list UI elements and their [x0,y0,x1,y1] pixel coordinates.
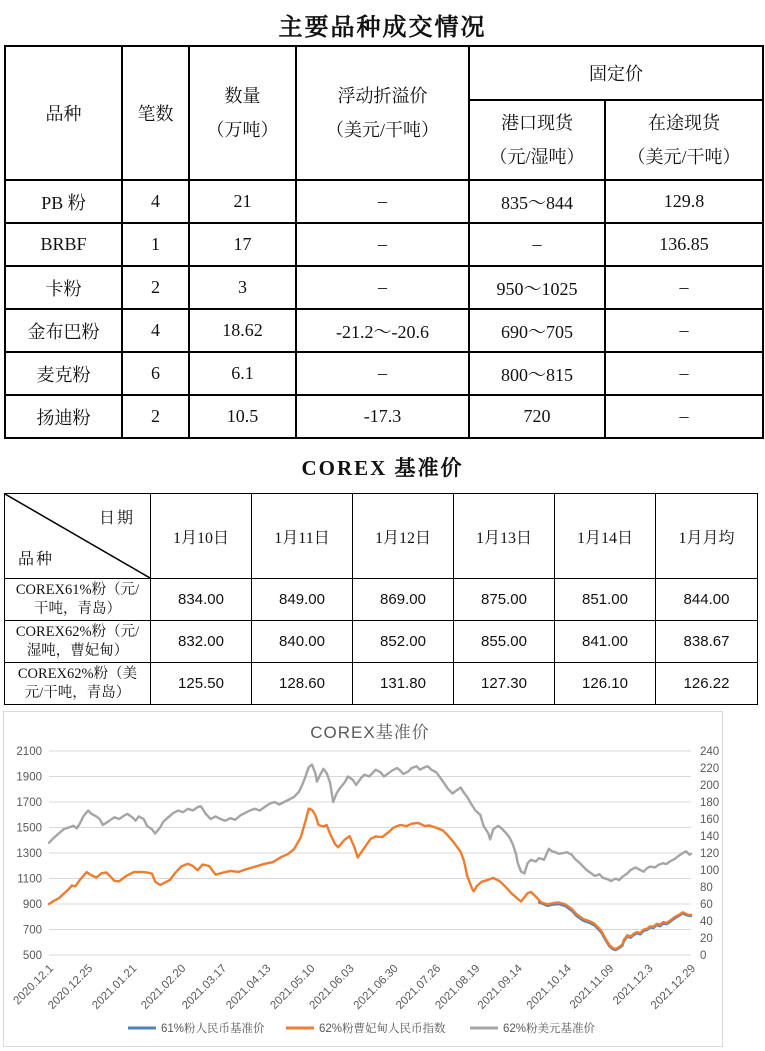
table-row [5,663,758,705]
row-label-line2: 干吨，青岛） [34,600,121,617]
price-cell: 841.00 [555,621,656,663]
header-transit-spot-line2: （美元/干吨） [627,147,741,167]
cell-transit-spot: 136.85 [605,223,763,266]
right-axis-tick-label: 0 [700,950,707,962]
table-row [5,223,763,266]
date-header: 1月10日 [151,494,252,579]
cell-variety: 麦克粉 [5,352,122,395]
left-axis-tick-label: 700 [22,924,42,937]
row-label-line2: 湿吨，曹妃甸） [26,642,129,659]
right-axis-tick-label: 220 [700,763,720,775]
date-header: 1月11日 [252,494,353,579]
x-axis-tick-label: 2021.08.19 [433,962,483,1012]
table-row [5,180,763,223]
right-axis-tick-label: 100 [700,865,720,877]
cell-quantity: 21 [189,180,296,223]
price-cell: 125.50 [151,663,252,705]
row-label [5,663,151,705]
right-axis-tick-label: 40 [700,916,713,928]
cell-quantity: 6.1 [189,352,296,395]
date-header: 1月13日 [454,494,555,579]
row-label [5,579,151,621]
price-cell: 131.80 [353,663,454,705]
price-cell: 849.00 [252,579,353,621]
x-axis-tick-label: 2021.10.14 [524,962,574,1012]
cell-port-spot: 950～1025 [469,266,605,309]
cell-count: 4 [122,180,189,223]
header-variety: 品种 [5,46,122,180]
header-fixed-price: 固定价 [469,46,763,100]
cell-float-premium: -21.2～-20.6 [296,309,469,352]
left-axis-tick-label: 1300 [16,848,42,860]
cell-transit-spot: 129.8 [605,180,763,223]
right-axis-tick-label: 60 [700,899,713,911]
table-row [5,579,758,621]
x-axis-tick-label: 2021.05.10 [268,962,318,1012]
header-quantity-line2: （万吨） [206,120,279,140]
row-label-line1: COREX62%粉（元/ [15,623,140,640]
cell-quantity: 18.62 [189,309,296,352]
cell-variety: 扬迪粉 [5,395,122,438]
x-axis-tick-label: 2021.12.3 [610,962,656,1008]
table-row [5,621,758,663]
report-page [0,7,765,1047]
price-cell: 128.60 [252,663,353,705]
series-line [539,903,691,950]
price-cell: 869.00 [353,579,454,621]
table-row [5,352,763,395]
corex-chart [3,711,723,1047]
header-quantity [189,46,296,180]
x-axis-tick-label: 2020.12.1 [11,962,57,1008]
x-axis-tick-label: 2021.03.17 [180,962,230,1012]
cell-quantity: 10.5 [189,395,296,438]
page-title: 主要品种成交情况 [278,15,487,41]
cell-port-spot: 800～815 [469,352,605,395]
row-label [5,621,151,663]
date-header: 1月12日 [353,494,454,579]
legend-label: 62%粉曹妃甸人民币指数 [319,1023,446,1035]
right-axis-tick-label: 120 [700,848,720,860]
price-cell: 852.00 [353,621,454,663]
cell-transit-spot: – [605,395,763,438]
cell-port-spot: 690～705 [469,309,605,352]
right-axis-tick-label: 140 [700,831,720,843]
cell-variety: PB 粉 [5,180,122,223]
price-cell: 875.00 [454,579,555,621]
x-axis-tick-label: 2021.01.21 [90,962,140,1012]
price-cell: 126.22 [656,663,758,705]
left-axis-tick-label: 1900 [16,771,42,784]
left-axis-tick-label: 1500 [16,822,42,835]
header-quantity-line1: 数量 [224,86,261,106]
corner-label-date: 日期 [98,510,135,527]
price-cell: 127.30 [454,663,555,705]
corex-chart-svg [4,712,722,1046]
header-float-premium-line2: （美元/干吨） [325,120,439,140]
x-axis-tick-label: 2021.11.09 [567,962,617,1012]
x-axis-tick-label: 2021.02.20 [139,962,189,1012]
header-transit-spot [605,100,763,180]
table-row [5,395,763,438]
cell-count: 4 [122,309,189,352]
x-axis-tick-label: 2021.12.29 [648,962,699,1012]
cell-quantity: 3 [189,266,296,309]
cell-port-spot: – [469,223,605,266]
date-header: 1月月均 [656,494,758,579]
right-axis-tick-label: 160 [700,814,720,826]
row-label-line2: 元/干吨，青岛） [24,684,131,701]
corex-table [4,493,758,705]
deals-table [4,45,764,439]
series-line [49,765,691,882]
header-float-premium-line1: 浮动折溢价 [337,86,428,106]
corner-header-cell [5,494,151,579]
price-cell: 126.10 [555,663,656,705]
right-axis-tick-label: 80 [700,882,713,894]
right-axis-tick-label: 20 [700,933,713,945]
cell-count: 2 [122,395,189,438]
header-port-spot-line2: （元/湿吨） [489,147,585,167]
cell-count: 6 [122,352,189,395]
header-port-spot-line1: 港口现货 [501,113,573,133]
left-axis-tick-label: 900 [22,899,42,911]
price-cell: 851.00 [555,579,656,621]
price-cell: 838.67 [656,621,758,663]
x-axis-tick-label: 2021.09.14 [475,962,525,1012]
cell-count: 2 [122,266,189,309]
table-row [5,266,763,309]
price-cell: 840.00 [252,621,353,663]
x-axis-tick-label: 2021.06.30 [351,962,401,1012]
chart-title: COREX基准价 [310,723,430,742]
cell-float-premium: -17.3 [296,395,469,438]
price-cell: 832.00 [151,621,252,663]
price-cell: 844.00 [656,579,758,621]
cell-transit-spot: – [605,266,763,309]
header-transit-spot-line1: 在途现货 [648,113,720,133]
cell-variety: 金布巴粉 [5,309,122,352]
cell-port-spot: 835～844 [469,180,605,223]
cell-variety: BRBF [5,223,122,266]
header-port-spot [469,100,605,180]
left-axis-tick-label: 2100 [16,746,42,758]
row-label-line1: COREX61%粉（元/ [15,581,140,598]
x-axis-tick-label: 2021.04.13 [224,962,274,1012]
table-row [5,309,763,352]
x-axis-tick-label: 2021.06.03 [307,962,357,1012]
cell-quantity: 17 [189,223,296,266]
corex-table-title: COREX 基准价 [301,456,464,480]
date-header: 1月14日 [555,494,656,579]
left-axis-tick-label: 1700 [16,797,42,809]
legend-label: 62%粉美元基准价 [503,1023,596,1035]
cell-float-premium: – [296,223,469,266]
price-cell: 855.00 [454,621,555,663]
cell-float-premium: – [296,352,469,395]
cell-port-spot: 720 [469,395,605,438]
right-axis-tick-label: 180 [700,797,720,809]
cell-float-premium: – [296,180,469,223]
right-axis-tick-label: 240 [700,746,720,758]
left-axis-tick-label: 1100 [17,873,42,886]
header-float-premium [296,46,469,180]
cell-count: 1 [122,223,189,266]
x-axis-tick-label: 2021.07.26 [394,962,444,1012]
header-count: 笔数 [122,46,189,180]
x-axis-tick-label: 2020.12.25 [46,962,96,1012]
cell-float-premium: – [296,266,469,309]
row-label-line1: COREX62%粉（美 [17,665,138,682]
right-axis-tick-label: 200 [700,780,720,792]
left-axis-tick-label: 500 [22,950,42,962]
corner-label-variety: 品种 [18,551,55,568]
cell-variety: 卡粉 [5,266,122,309]
legend-label: 61%粉人民币基准价 [161,1023,265,1035]
cell-transit-spot: – [605,352,763,395]
price-cell: 834.00 [151,579,252,621]
cell-transit-spot: – [605,309,763,352]
